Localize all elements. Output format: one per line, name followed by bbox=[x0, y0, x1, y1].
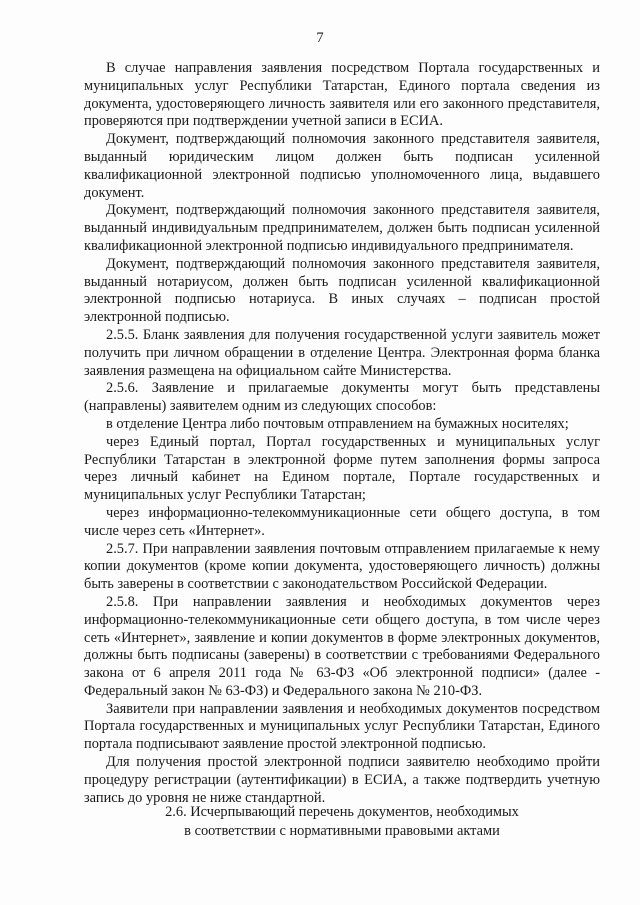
heading-line-2: в соответствии с нормативными правовыми актами bbox=[184, 823, 500, 839]
paragraph-esia-registration: Для получения простой электронной подписи заявителю необходимо пройти процедуру регистрации (аутентификации) в ЕСИА, а также подтвердить учетную запись до уровня не ниже стандартной. bbox=[84, 754, 600, 806]
page-number: 7 bbox=[316, 30, 324, 46]
paragraph-esia-verification: В случае направления заявления посредством Портала государственных и муниципальных услуг Республики Татарстан, Единого портала сведения из документа, удостоверяющего личность заявителя или его законного представителя, проверяются при подтверждении учетной записи в ЕСИА. bbox=[84, 60, 600, 130]
paragraph-legal-entity-signature: Документ, подтверждающий полномочия законного представителя заявителя, выданный юридическим лицом должен быть подписан усиленной квалификационной электронной подписью уполномоченного лица, выдавшего документ. bbox=[84, 131, 600, 201]
paragraph-2-5-5: 2.5.5. Бланк заявления для получения государственной услуги заявитель может получить при личном обращении в отделение Центра. Электронная форма бланка заявления размещена на официальном сайте Министерства. bbox=[84, 326, 600, 379]
paragraph-2-5-7: 2.5.7. При направлении заявления почтовым отправлением прилагаемые к нему копии документов (кроме копии документа, удостоверяющего личность) должны быть заверены в соответствии с законодательством Российской Федерации. bbox=[84, 540, 600, 593]
paragraph-method-portal: через Единый портал, Портал государственных и муниципальных услуг Республики Татарстан в электронной форме путем заполнения формы запроса через личный кабинет на Едином портале, Портале государственных и муниципальных услуг Республики Татарстан; bbox=[84, 433, 600, 504]
body-text bbox=[84, 60, 600, 807]
paragraph-method-internet: через информационно-телекоммуникационные сети общего доступа, в том числе через сеть «Интернет». bbox=[84, 504, 600, 539]
paragraph-2-5-6: 2.5.6. Заявление и прилагаемые документы могут быть представлены (направлены) заявителем одним из следующих способов: bbox=[84, 380, 600, 415]
paragraph-method-office: в отделение Центра либо почтовым отправлением на бумажных носителях; bbox=[106, 415, 569, 432]
paragraph-2-5-8: 2.5.8. При направлении заявления и необходимых документов через информационно-телекоммуникационные сети общего доступа, в том числе через сеть «Интернет», заявление и копии документов в форме электронных документов, должны быть подписаны (заверены) в соответствии с требованиями Федерального закона от 6 апреля 2011 года № 63-ФЗ «Об электронной подписи» (далее - Федеральный закон № 63-ФЗ) и Федерального закона № 210-ФЗ. bbox=[84, 593, 600, 699]
paragraph-entrepreneur-signature: Документ, подтверждающий полномочия законного представителя заявителя, выданный индивидуальным предпринимателем, должен быть подписан усиленной квалификационной электронной подписью индивидуального предпринимателя. bbox=[84, 202, 600, 254]
paragraph-simple-signature: Заявители при направлении заявления и необходимых документов посредством Портала государственных и муниципальных услуг Республики Татарстан, Единого портала подписывают заявление простой электронной подписью. bbox=[84, 700, 600, 753]
heading-line-1: 2.6. Исчерпывающий перечень документов, необходимых bbox=[165, 804, 519, 820]
paragraph-notary-signature: Документ, подтверждающий полномочия законного представителя заявителя, выданный нотариусом, должен быть подписан усиленной квалификационной электронной подписью нотариуса. В иных случаях – подписан простой электронной подписью. bbox=[84, 255, 600, 326]
section-heading-2-6 bbox=[84, 803, 600, 841]
